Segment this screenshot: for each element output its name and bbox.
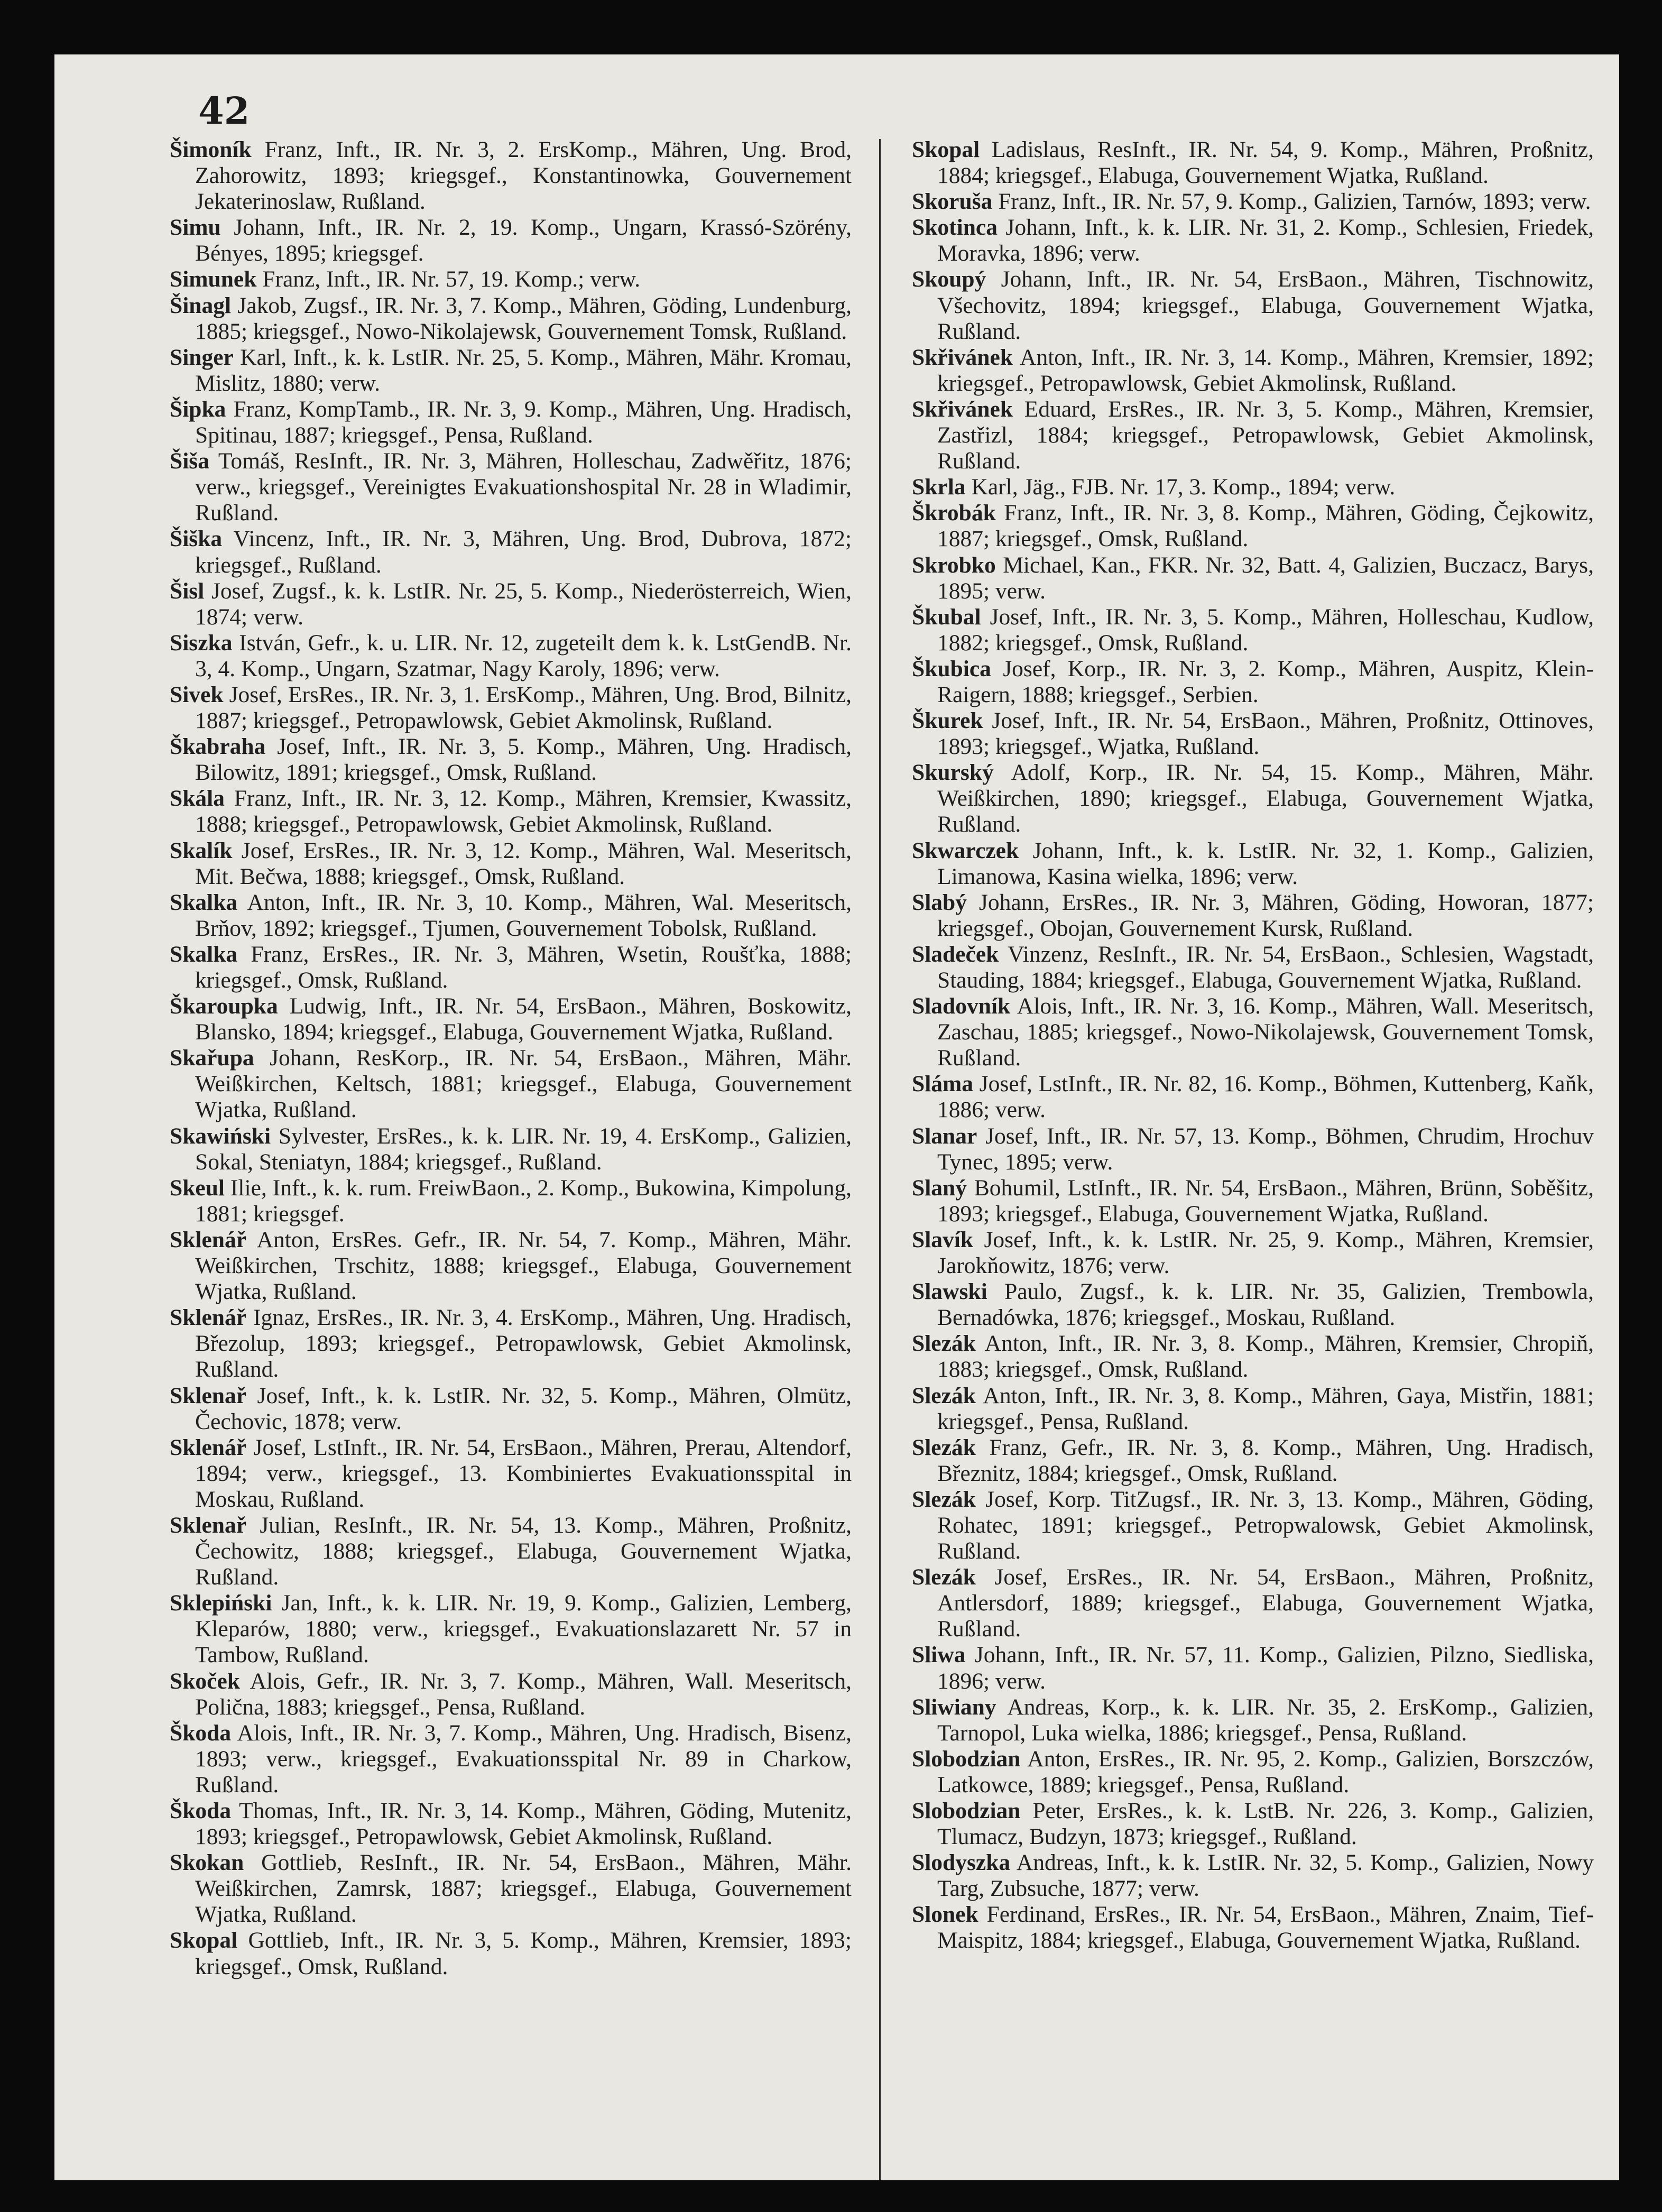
register-entry <box>912 1123 1594 1175</box>
entry-surname: Skoruša <box>912 189 993 215</box>
entry-surname: Sláma <box>912 1071 974 1097</box>
register-entry <box>170 786 852 837</box>
document-page <box>54 54 1619 2180</box>
register-entry <box>912 1175 1594 1227</box>
entry-details: Josef, Inft., IR. Nr. 3, 5. Komp., Mähren, Holleschau, Kudlow, 1882; kriegsgef., Omsk, Rußland. <box>937 604 1594 656</box>
register-entry <box>170 1435 852 1513</box>
entry-details: Johann, Inft., k. k. LIR. Nr. 31, 2. Komp., Schlesien, Friedek, Moravka, 1896; verw. <box>937 215 1594 266</box>
entry-surname: Sklenař <box>170 1512 247 1538</box>
entry-surname: Šisl <box>170 578 205 604</box>
entry-surname: Skalík <box>170 837 233 863</box>
entry-details: Ferdinand, ErsRes., IR. Nr. 54, ErsBaon., Mähren, Znaim, Tief-Maispitz, 1884; kriegsgef., Elabuga, Gouvernement Wjatka, Rußland. <box>937 1902 1594 1953</box>
register-entry <box>912 1564 1594 1642</box>
entry-surname: Šimoník <box>170 137 252 162</box>
entry-details: Josef, Korp. TitZugsf., IR. Nr. 3, 13. Komp., Mähren, Göding, Rohatec, 1891; kriegsgef., Petropwalowsk, Gebiet Akmolinsk, Rußland. <box>937 1486 1594 1564</box>
register-entry <box>170 345 852 397</box>
entry-surname: Slanar <box>912 1123 977 1149</box>
entry-surname: Skoupý <box>912 266 986 292</box>
entry-details: Paulo, Zugsf., k. k. LIR. Nr. 35, Galizien, Trembowla, Bernadówka, 1876; kriegsgef., Moskau, Rußland. <box>937 1279 1594 1331</box>
register-entry <box>912 1383 1594 1435</box>
entry-surname: Skopal <box>912 137 980 162</box>
entry-details: Andreas, Korp., k. k. LIR. Nr. 35, 2. ErsKomp., Galizien, Tarnopol, Luka wielka, 1886; kriegsgef., Pensa, Rußland. <box>937 1694 1594 1746</box>
entry-details: Alois, Gefr., IR. Nr. 3, 7. Komp., Mähren, Wall. Meseritsch, Polična, 1883; kriegsgef., Pensa, Rußland. <box>195 1668 852 1720</box>
register-entry <box>170 1928 852 1979</box>
register-entry <box>170 1305 852 1382</box>
register-entry <box>912 1227 1594 1279</box>
right-column <box>912 137 1594 1954</box>
entry-details: Anton, ErsRes. Gefr., IR. Nr. 54, 7. Komp., Mähren, Mähr. Weißkirchen, Trschitz, 1888; kriegsgef., Elabuga, Gouvernement Wjatka, Rußland. <box>195 1227 852 1305</box>
register-entry <box>170 448 852 526</box>
entry-surname: Slodyszka <box>912 1850 1011 1876</box>
entry-details: Anton, Inft., IR. Nr. 3, 8. Komp., Mähren, Gaya, Mistřin, 1881; kriegsgef., Pensa, Rußland. <box>937 1382 1594 1434</box>
entry-details: Josef, Inft., IR. Nr. 54, ErsBaon., Mähren, Proßnitz, Ottinoves, 1893; kriegsgef., Wjatka, Rußland. <box>937 708 1594 760</box>
register-entry <box>912 838 1594 890</box>
entry-surname: Slawski <box>912 1279 987 1305</box>
entry-details: Julian, ResInft., IR. Nr. 54, 13. Komp., Mähren, Proßnitz, Čechowitz, 1888; kriegsgef., Elabuga, Gouvernement Wjatka, Rußland. <box>195 1512 852 1590</box>
entry-details: Ludwig, Inft., IR. Nr. 54, ErsBaon., Mähren, Boskowitz, Blansko, 1894; kriegsgef., Elabuga, Gouvernement Wjatka, Rußland. <box>195 993 852 1045</box>
entry-surname: Sivek <box>170 681 224 707</box>
entry-details: Gottlieb, Inft., IR. Nr. 3, 5. Komp., Mähren, Kremsier, 1893; kriegsgef., Omsk, Rußland. <box>195 1928 852 1979</box>
register-entry <box>912 993 1594 1071</box>
entry-surname: Sklenář <box>170 1434 247 1460</box>
entry-surname: Sklenař <box>170 1382 247 1408</box>
entry-surname: Šiška <box>170 526 223 552</box>
entry-surname: Slezák <box>912 1434 976 1460</box>
entry-details: Jan, Inft., k. k. LIR. Nr. 19, 9. Komp., Galizien, Lemberg, Kleparów, 1880; verw., kriegsgef., Evakuationslazarett Nr. 57 in Tambow, Rußland. <box>195 1590 852 1668</box>
entry-details: Sylvester, ErsRes., k. k. LIR. Nr. 19, 4. ErsKomp., Galizien, Sokal, Steniatyn, 1884; kriegsgef., Rußland. <box>195 1123 852 1175</box>
entry-details: Vincenz, Inft., IR. Nr. 3, Mähren, Ung. Brod, Dubrova, 1872; kriegsgef., Rußland. <box>195 526 852 578</box>
register-entry <box>170 1590 852 1668</box>
register-entry <box>912 1694 1594 1746</box>
entry-surname: Skalka <box>170 941 238 967</box>
entry-details: Franz, Inft., IR. Nr. 3, 12. Komp., Mähren, Kremsier, Kwassitz, 1888; kriegsgef., Petropawlowsk, Gebiet Akmolinsk, Rußland. <box>195 786 852 837</box>
entry-surname: Siszka <box>170 630 233 656</box>
entry-details: Josef, Inft., k. k. LstIR. Nr. 25, 9. Komp., Mähren, Kremsier, Jarokňowitz, 1876; verw. <box>937 1227 1594 1279</box>
register-entry <box>170 734 852 786</box>
register-entry <box>912 266 1594 344</box>
entry-details: Karl, Inft., k. k. LstIR. Nr. 25, 5. Komp., Mähren, Mähr. Kromau, Mislitz, 1880; verw. <box>195 344 852 396</box>
entry-details: Josef, Zugsf., k. k. LstIR. Nr. 25, 5. Komp., Niederösterreich, Wien, 1874; verw. <box>195 578 852 630</box>
register-entry <box>912 1798 1594 1850</box>
entry-surname: Škoda <box>170 1798 232 1823</box>
register-entry <box>912 1746 1594 1798</box>
entry-details: Franz, Inft., IR. Nr. 3, 2. ErsKomp., Mähren, Ung. Brod, Zahorowitz, 1893; kriegsgef., Konstantinowka, Gouvernement Jekaterinoslaw, Rußland. <box>195 137 852 215</box>
entry-surname: Skokan <box>170 1850 244 1876</box>
entry-surname: Skrla <box>912 474 966 500</box>
entry-surname: Slonek <box>912 1902 978 1928</box>
register-entry <box>912 760 1594 837</box>
entry-details: Vinzenz, ResInft., IR. Nr. 54, ErsBaon., Schlesien, Wagstadt, Stauding, 1884; kriegsgef., Elabuga, Gouvernement Wjatka, Rußland. <box>937 941 1594 993</box>
register-entry <box>912 189 1594 215</box>
entry-details: Johann, Inft., IR. Nr. 57, 11. Komp., Galizien, Pilzno, Siedliska, 1896; verw. <box>937 1642 1594 1694</box>
entry-details: Karl, Jäg., FJB. Nr. 17, 3. Komp., 1894; verw. <box>965 474 1396 500</box>
entry-surname: Škubal <box>912 604 981 630</box>
register-entry <box>912 1487 1594 1564</box>
entry-details: Johann, Inft., IR. Nr. 54, ErsBaon., Mähren, Tischnowitz, Všechovitz, 1894; kriegsgef., Elabuga, Gouvernement Wjatka, Rußland. <box>937 266 1594 344</box>
entry-surname: Skurský <box>912 760 994 786</box>
entry-surname: Skrobko <box>912 552 996 578</box>
register-entry <box>170 215 852 266</box>
entry-details: Franz, ErsRes., IR. Nr. 3, Mähren, Wsetin, Roušťka, 1888; kriegsgef., Omsk, Rußland. <box>195 941 852 993</box>
register-entry <box>170 682 852 734</box>
entry-surname: Slabý <box>912 889 967 915</box>
entry-surname: Škubica <box>912 656 991 681</box>
entry-surname: Škoda <box>170 1720 232 1746</box>
register-entry <box>912 1435 1594 1487</box>
register-entry <box>170 1669 852 1720</box>
register-entry <box>170 1045 852 1123</box>
entry-details: Franz, Inft., IR. Nr. 57, 9. Komp., Galizien, Tarnów, 1893; verw. <box>992 189 1591 215</box>
entry-surname: Skwarczek <box>912 837 1019 863</box>
register-entry <box>912 656 1594 708</box>
page-number: 42 <box>198 89 250 133</box>
register-entry <box>170 397 852 448</box>
entry-surname: Slezák <box>912 1564 976 1590</box>
entry-details: Josef, ErsRes., IR. Nr. 3, 1. ErsKomp., Mähren, Ung. Brod, Bilnitz, 1887; kriegsgef., Petropawlowsk, Gebiet Akmolinsk, Rußland. <box>195 681 852 734</box>
entry-surname: Slobodzian <box>912 1798 1021 1823</box>
register-entry <box>170 1798 852 1850</box>
entry-details: Anton, Inft., IR. Nr. 3, 14. Komp., Mähren, Kremsier, 1892; kriegsgef., Petropawlowsk, Gebiet Akmolinsk, Rußland. <box>937 344 1594 396</box>
entry-surname: Slaný <box>912 1175 967 1201</box>
entry-details: Johann, Inft., k. k. LstIR. Nr. 32, 1. Komp., Galizien, Limanowa, Kasina wielka, 1896; verw. <box>937 837 1594 889</box>
register-entry <box>170 1383 852 1435</box>
register-entry <box>170 1513 852 1590</box>
register-entry <box>912 137 1594 189</box>
entry-details: Josef, ErsRes., IR. Nr. 54, ErsBaon., Mähren, Proßnitz, Antlersdorf, 1889; kriegsgef., Elabuga, Gouvernement Wjatka, Rußland. <box>937 1564 1594 1642</box>
entry-surname: Šinagl <box>170 292 232 318</box>
entry-details: Franz, Gefr., IR. Nr. 3, 8. Komp., Mähren, Ung. Hradisch, Březnitz, 1884; kriegsgef., Omsk, Rußland. <box>937 1434 1594 1486</box>
entry-surname: Skřivánek <box>912 344 1013 370</box>
entry-surname: Skařupa <box>170 1045 254 1071</box>
entry-details: Ilie, Inft., k. k. rum. FreiwBaon., 2. Komp., Bukowina, Kimpolung, 1881; kriegsgef. <box>195 1175 852 1227</box>
entry-details: Josef, Inft., IR. Nr. 57, 13. Komp., Böhmen, Chrudim, Hrochuv Tynec, 1895; verw. <box>937 1123 1594 1175</box>
entry-surname: Skoček <box>170 1668 240 1694</box>
entry-surname: Sklepiński <box>170 1590 272 1616</box>
entry-details: Johann, ResKorp., IR. Nr. 54, ErsBaon., Mähren, Mähr. Weißkirchen, Keltsch, 1881; kriegsgef., Elabuga, Gouvernement Wjatka, Rußland. <box>195 1045 852 1123</box>
entry-details: Alois, Inft., IR. Nr. 3, 7. Komp., Mähren, Ung. Hradisch, Bisenz, 1893; verw., kriegsgef., Evakuationsspital Nr. 89 in Charkow, Rußland. <box>195 1720 852 1798</box>
register-entry <box>170 1850 852 1928</box>
register-entry <box>170 890 852 942</box>
register-entry <box>170 630 852 682</box>
register-entry <box>912 474 1594 500</box>
entry-surname: Slobodzian <box>912 1746 1021 1772</box>
register-entry <box>170 1720 852 1798</box>
register-entry <box>912 397 1594 474</box>
entry-details: Johann, Inft., IR. Nr. 2, 19. Komp., Ungarn, Krassó-Szörény, Bényes, 1895; kriegsgef. <box>195 215 852 266</box>
entry-details: Ladislaus, ResInft., IR. Nr. 54, 9. Komp., Mähren, Proßnitz, 1884; kriegsgef., Elabuga, Gouvernement Wjatka, Rußland. <box>937 137 1594 189</box>
register-entry <box>912 1902 1594 1953</box>
entry-details: Josef, LstInft., IR. Nr. 54, ErsBaon., Mähren, Prerau, Altendorf, 1894; verw., kriegsgef., 13. Kombiniertes Evakuationsspital in Moskau, Rußland. <box>195 1434 852 1512</box>
entry-surname: Sladovník <box>912 993 1011 1019</box>
entry-surname: Sliwiany <box>912 1694 996 1720</box>
entry-surname: Škurek <box>912 708 983 734</box>
register-entry <box>170 993 852 1045</box>
register-entry <box>912 1331 1594 1382</box>
register-entry <box>912 500 1594 552</box>
entry-surname: Simunek <box>170 266 257 292</box>
register-entry <box>912 215 1594 266</box>
entry-details: Josef, Inft., IR. Nr. 3, 5. Komp., Mähren, Ung. Hradisch, Bilowitz, 1891; kriegsgef., Omsk, Rußland. <box>195 734 852 786</box>
entry-details: Josef, Korp., IR. Nr. 3, 2. Komp., Mähren, Auspitz, Klein-Raigern, 1888; kriegsgef., Serbien. <box>937 656 1594 707</box>
entry-surname: Slezák <box>912 1486 976 1512</box>
entry-surname: Simu <box>170 215 221 241</box>
register-entry <box>170 838 852 890</box>
entry-surname: Skála <box>170 786 225 812</box>
entry-details: Michael, Kan., FKR. Nr. 32, Batt. 4, Galizien, Buczacz, Barys, 1895; verw. <box>937 552 1594 604</box>
register-entry <box>170 578 852 630</box>
register-entry <box>170 266 852 292</box>
entry-surname: Škabraha <box>170 734 266 760</box>
entry-details: Alois, Inft., IR. Nr. 3, 16. Komp., Mähren, Wall. Meseritsch, Zaschau, 1885; kriegsgef., Nowo-Nikolajewsk, Gouvernement Tomsk, Rußland. <box>937 993 1594 1071</box>
register-entry <box>170 1175 852 1227</box>
register-entry <box>170 1227 852 1305</box>
register-entry <box>912 1642 1594 1694</box>
register-entry <box>912 708 1594 760</box>
entry-details: Gottlieb, ResInft., IR. Nr. 54, ErsBaon., Mähren, Mähr. Weißkirchen, Zamrsk, 1887; kriegsgef., Elabuga, Gouvernement Wjatka, Rußland. <box>195 1850 852 1928</box>
entry-details: Josef, LstInft., IR. Nr. 82, 16. Komp., Böhmen, Kuttenberg, Kaňk, 1886; verw. <box>937 1071 1594 1123</box>
register-entry <box>912 1279 1594 1331</box>
entry-details: Peter, ErsRes., k. k. LstB. Nr. 226, 3. Komp., Galizien, Tlumacz, Budzyn, 1873; kriegsgef., Rußland. <box>937 1798 1594 1850</box>
entry-surname: Skeul <box>170 1175 225 1201</box>
entry-details: Andreas, Inft., k. k. LstIR. Nr. 32, 5. Komp., Galizien, Nowy Targ, Zubsuche, 1877; verw. <box>937 1850 1594 1902</box>
register-entry <box>912 1071 1594 1123</box>
entry-surname: Šipka <box>170 396 226 422</box>
entry-details: Ignaz, ErsRes., IR. Nr. 3, 4. ErsKomp., Mähren, Ung. Hradisch, Březolup, 1893; kriegsgef., Petropawlowsk, Gebiet Akmolinsk, Rußland. <box>195 1305 852 1382</box>
entry-details: Anton, ErsRes., IR. Nr. 95, 2. Komp., Galizien, Borszczów, Latkowce, 1889; kriegsgef., Pensa, Rußland. <box>937 1746 1594 1798</box>
entry-surname: Sklenář <box>170 1305 247 1331</box>
register-entry <box>170 526 852 578</box>
entry-surname: Šiša <box>170 448 209 474</box>
entry-details: Josef, Inft., k. k. LstIR. Nr. 32, 5. Komp., Mähren, Olmütz, Čechovic, 1878; verw. <box>195 1382 852 1434</box>
register-entry <box>912 942 1594 993</box>
entry-surname: Skawiński <box>170 1123 271 1149</box>
entry-details: Thomas, Inft., IR. Nr. 3, 14. Komp., Mähren, Göding, Mutenitz, 1893; kriegsgef., Petropawlowsk, Gebiet Akmolinsk, Rußland. <box>195 1798 852 1850</box>
entry-surname: Škrobák <box>912 500 996 526</box>
entry-details: Franz, Inft., IR. Nr. 57, 19. Komp.; verw. <box>256 266 641 292</box>
entry-details: Bohumil, LstInft., IR. Nr. 54, ErsBaon., Mähren, Brünn, Soběšitz, 1893; kriegsgef., Elabuga, Gouvernement Wjatka, Rußland. <box>937 1175 1594 1227</box>
entry-surname: Slezák <box>912 1382 976 1408</box>
entry-surname: Skřivánek <box>912 396 1013 422</box>
entry-details: Franz, Inft., IR. Nr. 3, 8. Komp., Mähren, Göding, Čejkowitz, 1887; kriegsgef., Omsk, Rußland. <box>937 500 1594 552</box>
register-entry <box>170 942 852 993</box>
entry-details: Josef, ErsRes., IR. Nr. 3, 12. Komp., Mähren, Wal. Meseritsch, Mit. Bečwa, 1888; kriegsgef., Omsk, Rußland. <box>195 837 852 889</box>
entry-details: Eduard, ErsRes., IR. Nr. 3, 5. Komp., Mähren, Kremsier, Zastřizl, 1884; kriegsgef., Petropawlowsk, Gebiet Akmolinsk, Rußland. <box>937 396 1594 474</box>
entry-surname: Skotinca <box>912 215 998 241</box>
register-entry <box>912 345 1594 397</box>
register-entry <box>912 552 1594 604</box>
entry-surname: Sliwa <box>912 1642 966 1668</box>
entry-details: Tomáš, ResInft., IR. Nr. 3, Mähren, Holleschau, Zadwěřitz, 1876; verw., kriegsgef., Vereinigtes Evakuationshospital Nr. 28 in Wladimir, Rußland. <box>195 448 852 526</box>
entry-surname: Sklenář <box>170 1227 247 1252</box>
register-entry <box>912 1850 1594 1902</box>
entry-surname: Skalka <box>170 889 238 915</box>
left-column <box>170 137 852 1980</box>
entry-surname: Skopal <box>170 1928 238 1953</box>
entry-surname: Slavík <box>912 1227 974 1252</box>
entry-surname: Singer <box>170 344 234 370</box>
entry-surname: Škaroupka <box>170 993 278 1019</box>
entry-details: Jakob, Zugsf., IR. Nr. 3, 7. Komp., Mähren, Göding, Lundenburg, 1885; kriegsgef., Nowo-Nikolajewsk, Gouvernement Tomsk, Rußland. <box>195 292 852 344</box>
entry-details: Johann, ErsRes., IR. Nr. 3, Mähren, Göding, Howoran, 1877; kriegsgef., Obojan, Gouvernement Kursk, Rußland. <box>937 889 1594 941</box>
register-entry <box>170 293 852 345</box>
entry-surname: Slezák <box>912 1331 976 1357</box>
register-entry <box>170 137 852 215</box>
entry-details: Adolf, Korp., IR. Nr. 54, 15. Komp., Mähren, Mähr. Weißkirchen, 1890; kriegsgef., Elabuga, Gouvernement Wjatka, Rußland. <box>937 760 1594 837</box>
entry-details: Franz, KompTamb., IR. Nr. 3, 9. Komp., Mähren, Ung. Hradisch, Spitinau, 1887; kriegsgef., Pensa, Rußland. <box>195 396 852 448</box>
entry-details: Anton, Inft., IR. Nr. 3, 8. Komp., Mähren, Kremsier, Chropiň, 1883; kriegsgef., Omsk, Rußland. <box>937 1331 1594 1382</box>
entry-details: István, Gefr., k. u. LIR. Nr. 12, zugeteilt dem k. k. LstGendB. Nr. 3, 4. Komp., Ungarn, Szatmar, Nagy Karoly, 1896; verw. <box>195 630 852 681</box>
column-divider <box>879 139 881 2180</box>
register-entry <box>912 890 1594 942</box>
register-entry <box>170 1123 852 1175</box>
entry-surname: Sladeček <box>912 941 999 967</box>
register-entry <box>912 604 1594 656</box>
entry-details: Anton, Inft., IR. Nr. 3, 10. Komp., Mähren, Wal. Meseritsch, Brňov, 1892; kriegsgef., Tjumen, Gouvernement Tobolsk, Rußland. <box>195 889 852 941</box>
